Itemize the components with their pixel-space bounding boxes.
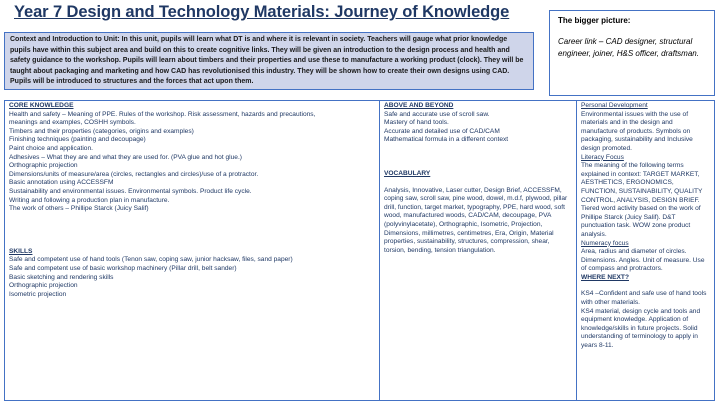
- page-title: Year 7 Design and Technology Materials: Journey of Knowledge: [14, 3, 510, 21]
- literacy-focus-heading: Literacy Focus: [581, 153, 624, 161]
- personal-development-text: Environmental issues with the use of materials and in the design and manufacture of products. Symbols on packaging, sustainability and Inclusive design promoted.: [581, 110, 693, 152]
- core-line: Paint choice and application.: [9, 144, 93, 152]
- skills-heading: SKILLS: [9, 247, 33, 255]
- skills-line: Basic sketching and rendering skills: [9, 273, 114, 281]
- core-line: Sustainability and environmental issues. Environmental symbols. Product life cycle.: [9, 187, 252, 195]
- above-line: Safe and accurate use of scroll saw.: [384, 110, 490, 118]
- skills-line: Safe and competent use of basic workshop machinery (Pillar drill, belt sander): [9, 264, 237, 272]
- numeracy-focus-heading: Numeracy focus: [581, 239, 629, 247]
- literacy-focus-text: The meaning of the following terms explained in context: TARGET MARKET, AESTHETICS, ERGONOMICS, FUNCTION, SUSTAINABILITY, QUALITY CONTROL, ANALYSIS, DESIGN BRIEF. Tiered word activity based on the work of Phillipe Starck (Juicy Salif). D&T punctuation task. WOW zone product analysis.: [581, 162, 703, 238]
- where-next-ks4-tools: KS4 –Confident and safe use of hand tools with other materials.: [581, 290, 707, 307]
- where-next-ks4-knowledge: KS4 material, design cycle and tools and equipment knowledge. Application of knowledge/skills in future projects. Solid understanding of terminology to apply in years 8-11.: [581, 307, 701, 350]
- context-box: Context and Introduction to Unit: In this unit, pupils will learn what DT is and where it is relevant in society. Teachers will gauge what prior knowledge pupils have within this subject area and build on this to create cognitive links. They will be given an introduction to the design process and health and safety guidance to the workshop. Pupils will learn about timbers and their properties and use these to manufacture a working product (clock). They will be taught about packaging and marketing and how CAD has revolutionised this industry. They will be shown how to create their own designs using CAD. Pupils will be introduced to structures and the forces that act upon them.: [4, 32, 534, 90]
- core-knowledge-heading: CORE KNOWLEDGE: [9, 102, 74, 109]
- core-line: Dimensions/units of measure/area (circles, rectangles and circles)/use of a protractor.: [9, 170, 259, 178]
- core-line: Timbers and their properties (categories, origins and examples): [9, 127, 194, 135]
- vocabulary-heading: VOCABULARY: [384, 169, 431, 177]
- content-grid: [4, 100, 715, 401]
- above-beyond-column: [379, 100, 577, 401]
- skills-line: Safe and competent use of hand tools (Tenon saw, coping saw, junior hacksaw, files, sand paper): [9, 256, 293, 264]
- skills-line: Orthographic projection: [9, 282, 78, 290]
- core-line: Finishing techniques (painting and decoupage): [9, 136, 146, 144]
- core-line: Adhesives – What they are and what they are used for. (PVA glue and hot glue.): [9, 153, 242, 161]
- bigger-picture-title: The bigger picture:: [558, 16, 631, 25]
- above-beyond-heading: ABOVE AND BEYOND: [384, 102, 454, 109]
- core-line: Writing and following a production plan in manufacture.: [9, 196, 170, 204]
- core-line: meanings and examples, COSHH symbols.: [9, 119, 136, 127]
- bigger-picture-text: Career link – CAD designer, structural engineer, joiner, H&S officer, draftsman.: [558, 37, 699, 58]
- above-line: Accurate and detailed use of CAD/CAM: [384, 127, 500, 135]
- vocabulary-text: Analysis, Innovative, Laser cutter, Design Brief, ACCESSFM, coping saw, scroll saw, pine wood, dowel, m.d.f, plywood, pillar drill, function, target market, typography, PPE, hard wood, soft wood, manufactured woods, CAD/CAM, decoupage, PVA (polyvinylacetate), Orthographic, Isometric, Projection, Dimensions, millimetres, centimetres, Era, Origin, Material properties, sustainability, structures, compression, shear, torsion, bending, tension triangulation.: [384, 186, 568, 254]
- above-line: Mastery of hand tools.: [384, 119, 449, 127]
- skills-line: Isometric projection: [9, 290, 67, 298]
- core-line: Orthographic projection: [9, 162, 78, 170]
- core-knowledge-column: [4, 100, 380, 401]
- where-next-heading: WHERE NEXT?: [581, 273, 629, 281]
- above-line: Mathematical formula in a different context: [384, 136, 509, 144]
- core-line: Health and safety – Meaning of PPE. Rules of the workshop. Risk assessment, hazards and precautions,: [9, 110, 316, 118]
- core-line: The work of others – Phillipe Starck (Juicy Salif): [9, 205, 149, 213]
- core-line: Basic annotation using ACCESSFM: [9, 179, 114, 187]
- personal-development-heading: Personal Development: [581, 102, 648, 109]
- bigger-picture-box: [549, 10, 715, 96]
- development-column: [576, 100, 715, 401]
- numeracy-focus-text: Area, radius and diameter of circles. Dimensions. Angles. Unit of measure. Use of compass and protractors.: [581, 248, 705, 273]
